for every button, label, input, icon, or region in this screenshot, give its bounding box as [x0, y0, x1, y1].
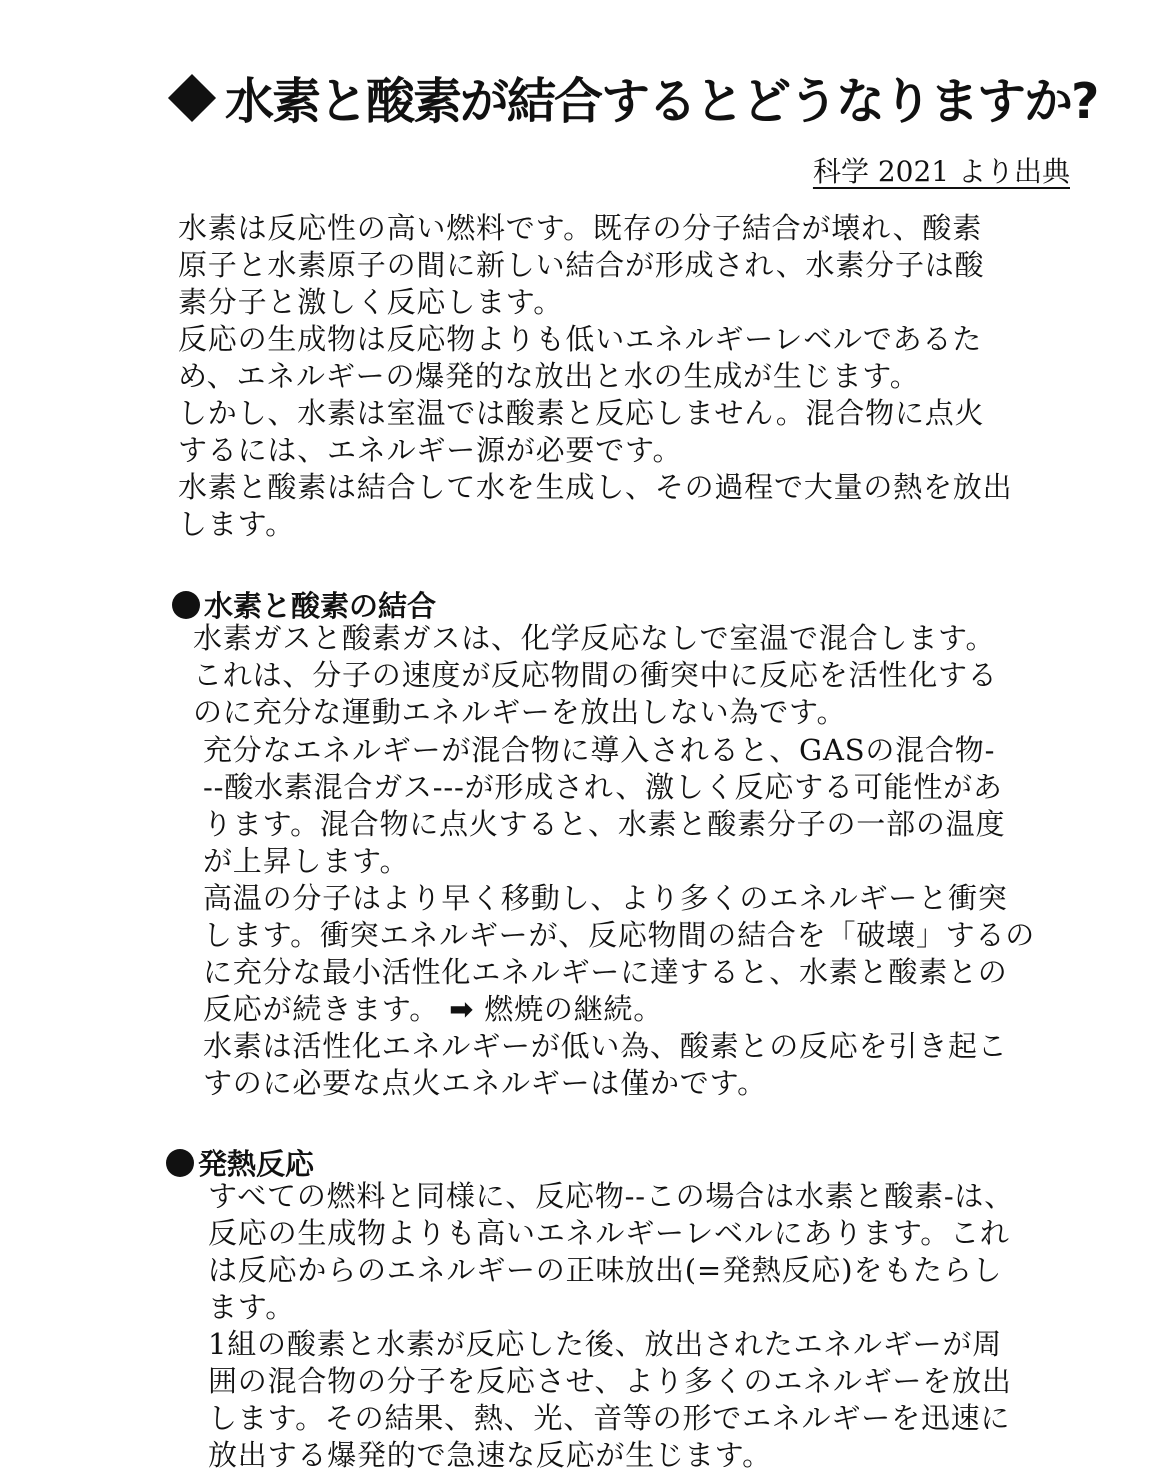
- exothermic-line: します。その結果、熱、光、音等の形でエネルギーを迅速に: [208, 1401, 1011, 1435]
- intro-line: 反応の生成物は反応物よりも低いエネルギーレベルであるた: [178, 322, 983, 356]
- page-title: [165, 58, 1125, 138]
- bonding-line: に充分な最小活性化エネルギーに達すると、水素と酸素との: [203, 955, 1008, 989]
- source-citation: [780, 150, 1070, 190]
- section-heading-bonding: [172, 584, 436, 625]
- exothermic-line: は反応からのエネルギーの正味放出(=発熱反応)をもたらし: [208, 1253, 1003, 1287]
- intro-line: しかし、水素は室温では酸素と反応しません。混合物に点火: [178, 396, 985, 430]
- bonding-paragraph-3: [203, 1028, 1008, 1102]
- exothermic-paragraph: [208, 1178, 1014, 1474]
- bonding-line: 水素は活性化エネルギーが低い為、酸素との反応を引き起こ: [203, 1029, 1008, 1063]
- bonding-line: ります。混合物に点火すると、水素と酸素分子の一部の温度: [203, 807, 1006, 841]
- intro-paragraph: [178, 210, 1012, 543]
- bonding-line: すのに必要な点火エネルギーは僅かです。: [203, 1066, 767, 1100]
- section-heading-text: 水素と酸素の結合: [204, 589, 437, 623]
- intro-line: するには、エネルギー源が必要です。: [178, 433, 683, 467]
- bullet-icon: [172, 591, 200, 619]
- diamond-bullet-icon: [168, 74, 216, 122]
- bonding-line: 水素ガスと酸素ガスは、化学反応なしで室温で混合します。: [193, 621, 996, 655]
- exothermic-line: 囲の混合物の分子を反応させ、より多くのエネルギーを放出: [208, 1364, 1012, 1398]
- bonding-line-with-arrow: [203, 991, 1035, 1028]
- source-citation-text: 科学 2021 より出典: [812, 155, 1070, 188]
- bonding-paragraph-1: [193, 620, 998, 731]
- exothermic-line: すべての燃料と同様に、反応物--この場合は水素と酸素-は、: [208, 1179, 1015, 1213]
- exothermic-line: ます。: [208, 1290, 296, 1324]
- right-arrow-icon: ➡: [449, 992, 475, 1026]
- bonding-paragraph-2: [203, 732, 1035, 1028]
- reaction-continues-text: 反応が続きます。: [203, 992, 440, 1026]
- exothermic-line: 反応の生成物よりも高いエネルギーレベルにあります。これ: [208, 1216, 1010, 1250]
- section-heading-text: 発熱反応: [198, 1147, 315, 1181]
- exothermic-line: 1組の酸素と水素が反応した後、放出されたエネルギーが周: [208, 1327, 1003, 1361]
- bonding-line: が上昇します。: [203, 844, 410, 878]
- combustion-continues-text: 燃焼の継続。: [484, 992, 664, 1026]
- bonding-line: のに充分な運動エネルギーを放出しない為です。: [193, 695, 847, 729]
- bonding-line: 充分なエネルギーが混合物に導入されると、GASの混合物-: [203, 733, 996, 767]
- bonding-line: します。衝突エネルギーが、反応物間の結合を「破壊」するの: [203, 918, 1036, 952]
- section-heading-exothermic: [166, 1142, 314, 1183]
- bonding-line: これは、分子の速度が反応物間の衝突中に反応を活性化する: [193, 658, 998, 692]
- intro-line: 水素は反応性の高い燃料です。既存の分子結合が壊れ、酸素: [178, 211, 983, 245]
- intro-line: 素分子と激しく反応します。: [178, 285, 564, 319]
- bullet-icon: [166, 1149, 194, 1177]
- exothermic-line: 放出する爆発的で急速な反応が生じます。: [208, 1438, 772, 1472]
- intro-line: 水素と酸素は結合して水を生成し、その過程で大量の熱を放出: [178, 470, 1013, 504]
- intro-line: します。: [178, 507, 295, 541]
- page-title-text: 水素と酸素が結合するとどうなりますか?: [225, 73, 1098, 130]
- intro-line: め、エネルギーの爆発的な放出と水の生成が生じます。: [178, 359, 920, 393]
- intro-line: 原子と水素原子の間に新しい結合が形成され、水素分子は酸: [178, 248, 985, 282]
- bonding-line: --酸水素混合ガス---が形成され、激しく反応する可能性があ: [203, 770, 1003, 804]
- bonding-line: 高温の分子はより早く移動し、より多くのエネルギーと衝突: [203, 881, 1008, 915]
